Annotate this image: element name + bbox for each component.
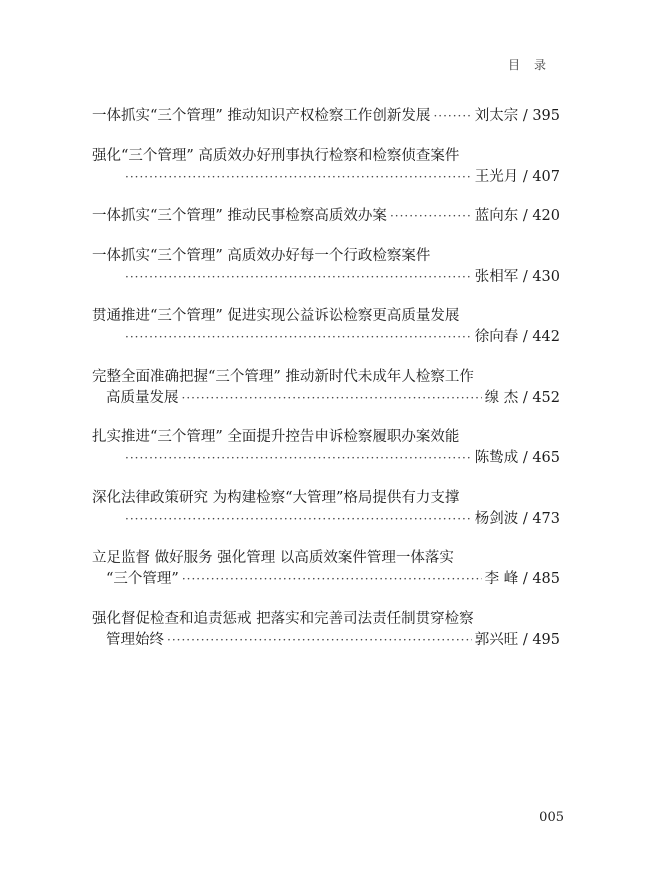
toc-entry[interactable] <box>92 206 560 227</box>
entry-title: 立足监督 做好服务 强化管理 以高质效案件管理一体落实 <box>92 550 454 566</box>
entry-author-page: 李 峰 / 485 <box>484 571 560 587</box>
entry-author-page: 缐 杰 / 452 <box>484 389 560 406</box>
entry-title: 一体抓实“三个管理” 推动民事检察高质效办案 <box>92 208 387 224</box>
entry-author-page: 王光月 / 407 <box>474 168 560 185</box>
page-number: 005 <box>539 810 564 825</box>
dot-leader <box>433 106 471 127</box>
toc-entry[interactable] <box>92 367 560 409</box>
entry-title: 贯通推进“三个管理” 促进实现公益诉讼检察更高质量发展 <box>92 308 460 324</box>
dot-leader <box>125 167 472 188</box>
entry-author-page: 蓝向东 / 420 <box>474 208 560 224</box>
entry-title: 一体抓实“三个管理” 高质效办好每一个行政检察案件 <box>92 247 431 264</box>
entry-title-continued: “三个管理” <box>106 571 179 587</box>
dot-leader <box>125 327 472 348</box>
entry-author-page: 杨剑波 / 473 <box>474 510 560 527</box>
entry-author-page: 陈鸷成 / 465 <box>474 450 560 466</box>
running-header: 目录 <box>507 58 560 72</box>
dot-leader <box>182 388 482 409</box>
dot-leader <box>182 569 482 590</box>
entry-author-page: 郭兴旺 / 495 <box>474 631 560 648</box>
entry-author-page: 刘太宗 / 395 <box>474 108 560 124</box>
entry-title: 完整全面准确把握“三个管理” 推动新时代未成年人检察工作 <box>92 368 474 385</box>
toc-entry[interactable] <box>92 488 560 530</box>
entry-author-page: 徐向春 / 442 <box>474 329 560 345</box>
toc-entry[interactable] <box>92 146 560 188</box>
dot-leader <box>125 267 472 288</box>
entry-title-continued: 管理始终 <box>106 631 164 648</box>
toc-entry[interactable] <box>92 609 560 651</box>
toc-entry[interactable] <box>92 548 560 590</box>
table-of-contents <box>92 106 560 669</box>
entry-title: 深化法律政策研究 为构建检察“大管理”格局提供有力支撑 <box>92 489 460 506</box>
dot-leader <box>125 448 472 469</box>
dot-leader <box>390 206 472 227</box>
entry-title: 一体抓实“三个管理” 推动知识产权检察工作创新发展 <box>92 108 431 124</box>
toc-entry[interactable] <box>92 306 560 348</box>
toc-entry[interactable] <box>92 246 560 288</box>
dot-leader <box>167 630 472 651</box>
toc-entry[interactable] <box>92 106 560 127</box>
toc-entry[interactable] <box>92 427 560 469</box>
dot-leader <box>125 509 472 530</box>
entry-title-continued: 高质量发展 <box>106 389 179 406</box>
entry-title: 扎实推进“三个管理” 全面提升控告申诉检察履职办案效能 <box>92 429 460 445</box>
entry-title: 强化督促检查和追责惩戒 把落实和完善司法责任制贯穿检察 <box>92 610 474 627</box>
entry-author-page: 张相军 / 430 <box>474 268 560 285</box>
entry-title: 强化“三个管理” 高质效办好刑事执行检察和检察侦查案件 <box>92 147 460 164</box>
